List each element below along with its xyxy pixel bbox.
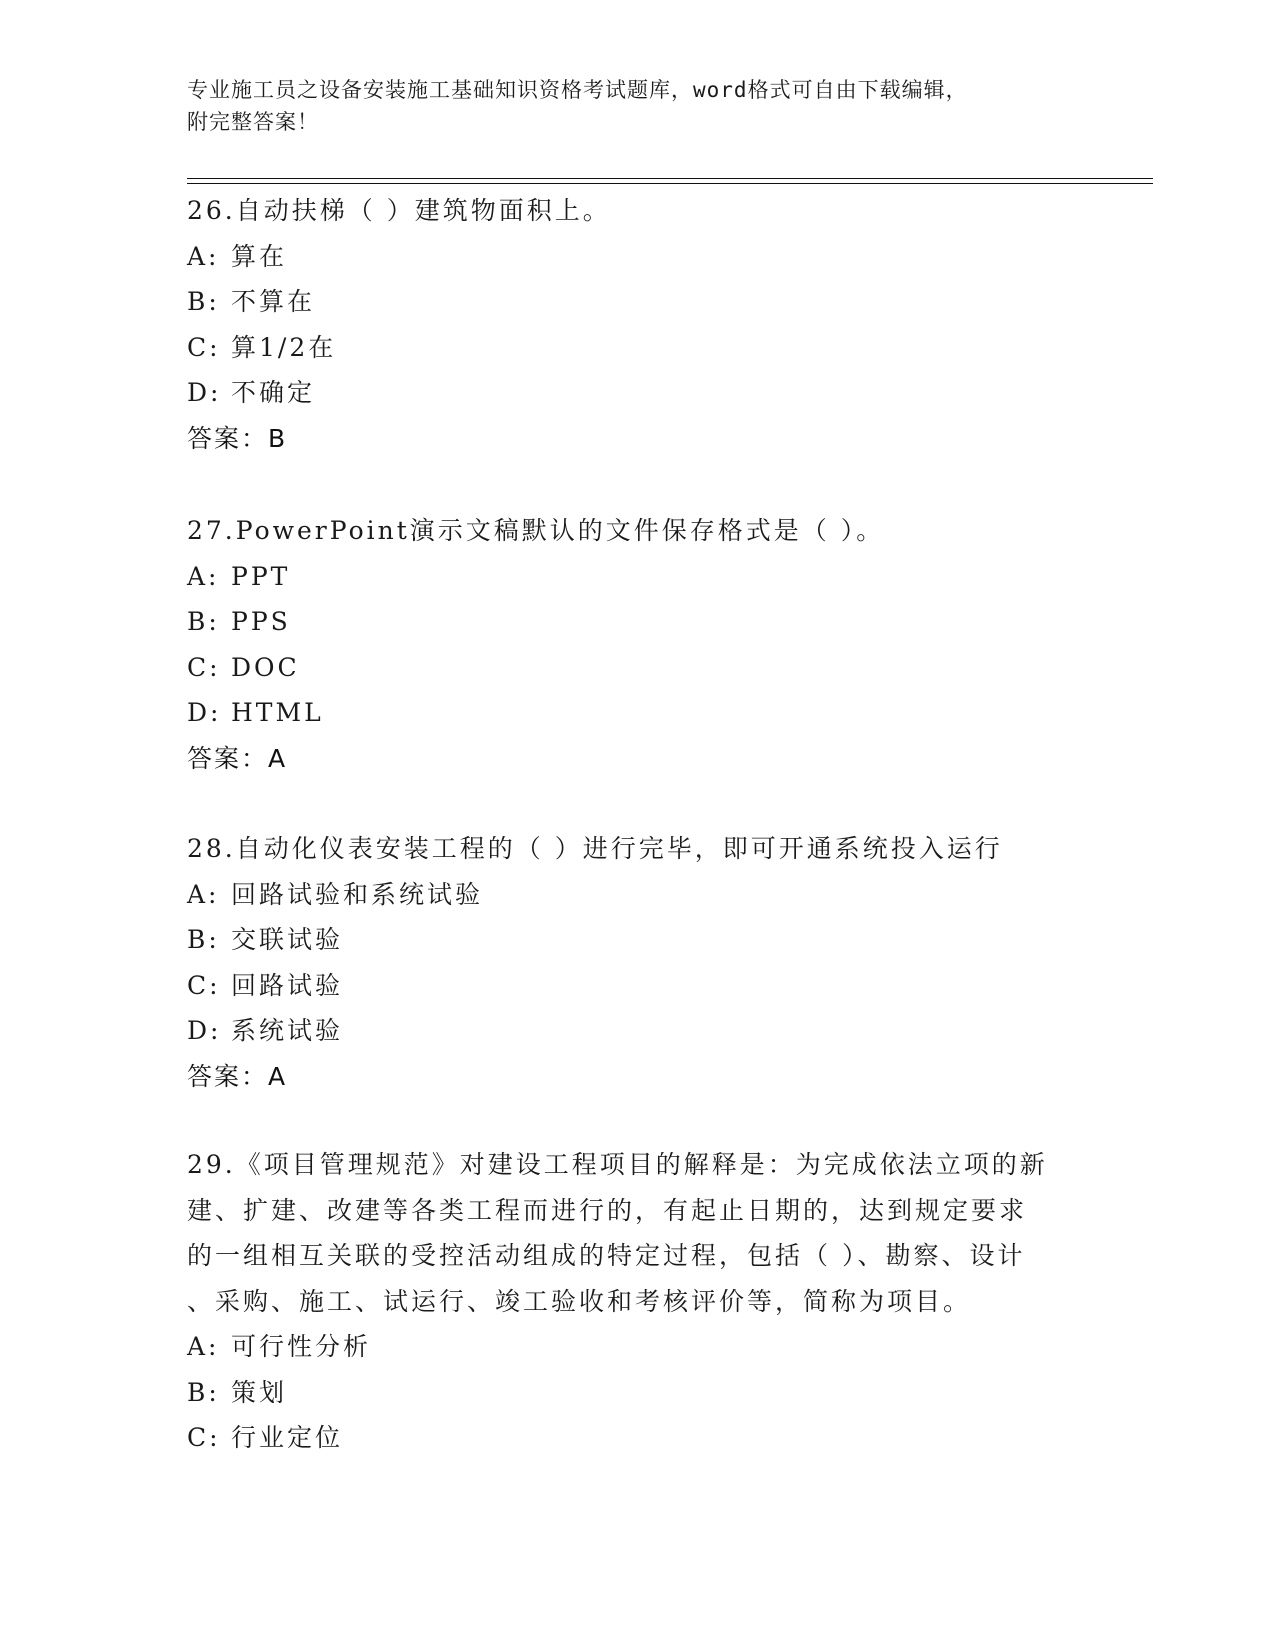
option-letter: C: [187, 1423, 221, 1452]
option-letter: B: [187, 287, 220, 316]
option-letter: D: [187, 378, 222, 407]
option-c [187, 963, 1087, 1009]
question-27 [187, 508, 1087, 781]
option-b [187, 917, 1087, 963]
option-a [187, 1324, 1087, 1370]
header-divider-bottom [187, 183, 1153, 184]
option-text: PPS [231, 607, 291, 636]
question-text: 27.PowerPoint演示文稿默认的文件保存格式是（ ）。 [187, 516, 885, 545]
option-text: DOC [231, 652, 300, 682]
option-text: 系统试验 [231, 1016, 344, 1045]
option-a [187, 872, 1087, 918]
option-text: HTML [231, 698, 324, 727]
option-b [187, 1370, 1087, 1416]
question-29 [187, 1142, 1087, 1461]
question-text: 28.自动化仪表安装工程的（ ）进行完毕，即可开通系统投入运行 [187, 834, 1003, 863]
option-d [187, 370, 1087, 416]
header-line-2: 附完整答案！ [187, 110, 319, 134]
option-text: 回路试验 [231, 970, 344, 1000]
answer-line: 答案：A [187, 743, 288, 773]
question-text-line: 建、扩建、改建等各类工程而进行的，有起止日期的，达到规定要求 [187, 1195, 1028, 1225]
option-letter: B: [187, 607, 220, 636]
header-line-1: 专业施工员之设备安装施工基础知识资格考试题库，word格式可自由下载编辑， [187, 78, 968, 102]
option-letter: C: [187, 332, 221, 362]
option-a [187, 234, 1087, 280]
question-text-line: 、采购、施工、试运行、竣工验收和考核评价等，简称为项目。 [187, 1286, 972, 1316]
option-text: PPT [231, 561, 291, 591]
option-text: 可行性分析 [231, 1332, 372, 1361]
option-letter: D: [187, 698, 222, 727]
option-c [187, 1415, 1087, 1461]
option-text: 策划 [231, 1377, 288, 1407]
header-divider-top [187, 178, 1153, 179]
option-letter: D: [187, 1016, 222, 1045]
option-text: 不算在 [231, 287, 316, 316]
question-26 [187, 188, 1087, 461]
answer-line: 答案：B [187, 423, 288, 453]
option-text: 算1/2在 [231, 332, 337, 362]
document-header [187, 74, 1067, 138]
question-text-line: 29.《项目管理规范》对建设工程项目的解释是：为完成依法立项的新 [187, 1150, 1048, 1179]
option-c [187, 325, 1087, 371]
option-letter: C: [187, 652, 221, 682]
option-text: 回路试验和系统试验 [231, 879, 484, 909]
option-letter: A: [187, 241, 220, 271]
option-b [187, 599, 1087, 645]
option-letter: B: [187, 1377, 220, 1407]
option-text: 交联试验 [231, 925, 344, 954]
option-text: 不确定 [231, 378, 316, 407]
option-a [187, 554, 1087, 600]
option-letter: B: [187, 925, 220, 954]
option-c [187, 645, 1087, 691]
option-letter: A: [187, 1332, 220, 1361]
option-letter: C: [187, 970, 221, 1000]
option-b [187, 279, 1087, 325]
question-text-line: 的一组相互关联的受控活动组成的特定过程，包括（ ）、勘察、设计 [187, 1241, 1026, 1270]
question-28 [187, 826, 1087, 1099]
option-letter: A: [187, 879, 220, 909]
option-d [187, 1008, 1087, 1054]
answer-line: 答案：A [187, 1061, 288, 1091]
option-text: 算在 [231, 241, 288, 271]
question-text: 26.自动扶梯（ ）建筑物面积上。 [187, 196, 611, 225]
option-text: 行业定位 [231, 1423, 344, 1452]
option-letter: A: [187, 561, 220, 591]
option-d [187, 690, 1087, 736]
